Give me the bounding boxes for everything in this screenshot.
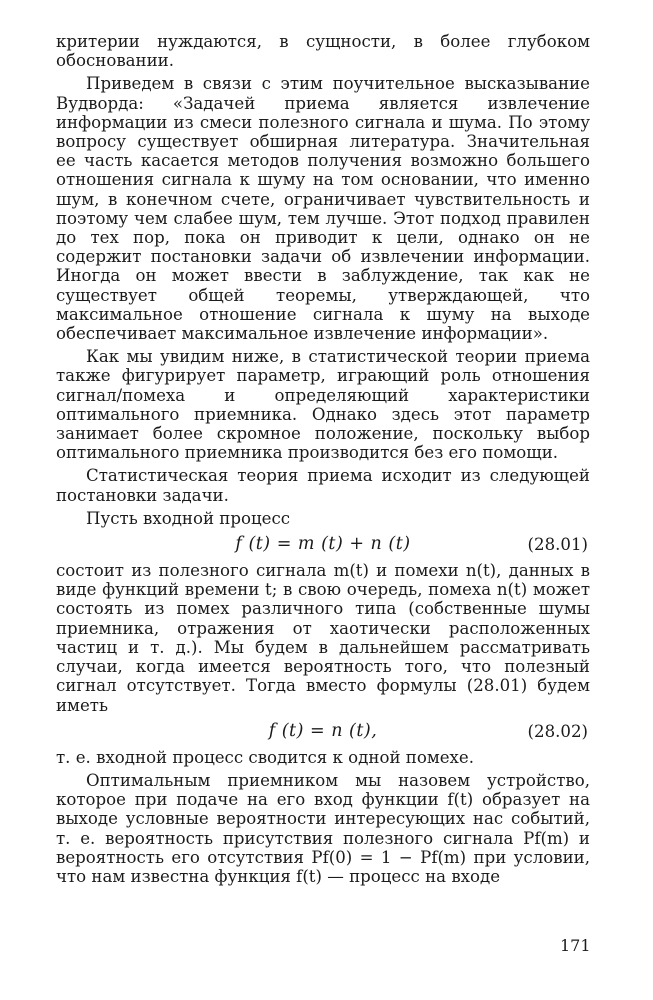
paragraph: Как мы увидим ниже, в статистической теории приема также фигурирует параметр, играющий роль отношения сигнал/помеха и определяющий характеристики оптимального приемника. Однако здесь этот параметр занимает более скромное положение, поскольку выбор оптимального приемника производится без его помощи. [56,347,590,463]
paragraph: состоит из полезного сигнала m(t) и помехи n(t), данных в виде функций времени t; в свою очередь, помеха n(t) может состоять из помех различного типа (собственные шумы приемника, отражения от хаотически расположенных частиц и т. д.). Мы будем в дальнейшем рассматривать случаи, когда имеется вероятность того, что полезный сигнал отсутствует. Тогда вместо формулы (28.01) будем иметь [56,561,590,715]
equation-number: (28.02) [527,721,588,741]
equation-formula: f (t) = n (t), [268,720,378,741]
paragraph: т. е. входной процесс сводится к одной помехе. [56,747,475,767]
paragraph: Приведем в связи с этим поучительное высказывание Вудворда: «Задачей приема является извлечение информации из смеси полезного сигнала и шума. По этому вопросу существует обширная литература. Значительная ее часть касается методов получения возможно большего отношения сигнала к шуму на том основании, что именно шум, в конечном счете, ограничивает чувствительность и поэтому чем слабее шум, тем лучше. Этот подход правилен до тех пор, пока он приводит к цели, однако он не содержит постановки задачи об извлечении информации. Иногда он может ввести в заблуждение, так как не существует общей теоремы, утверждающей, что максимальное отношение сигнала к шуму на выходе обеспечивает максимальное извлечение информации». [56,74,590,344]
page-number: 171 [560,936,591,955]
equation-28-01 [56,531,590,559]
equation-28-02 [56,718,590,746]
equation-formula: f (t) = m (t) + n (t) [235,534,411,555]
paragraph: критерии нуждаются, в сущности, в более глубоком обосновании. [56,32,590,71]
paragraph: Пусть входной процесс [86,508,291,528]
page-body [56,32,590,886]
paragraph: Статистическая теория приема исходит из следующей постановки задачи. [56,466,590,505]
equation-number: (28.01) [527,535,588,555]
paragraph: Оптимальным приемником мы назовем устройство, которое при подаче на его вход функции f(t) образует на выходе условные вероятности интересующих нас событий, т. е. вероятность присутствия полезного сигнала Pf(m) и вероятность его отсутствия Pf(0) = 1 − Pf(m) при условии, что нам известна функция f(t) — процесс на входе [56,770,590,886]
